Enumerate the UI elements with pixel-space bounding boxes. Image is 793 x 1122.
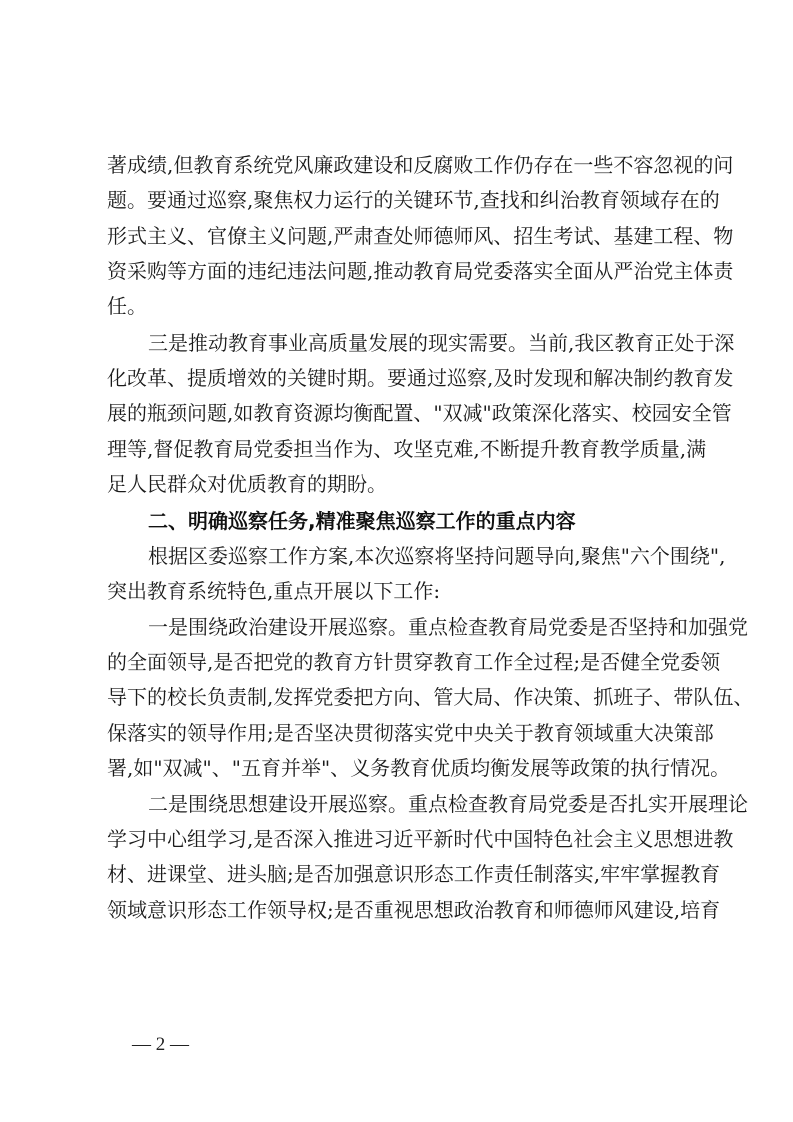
- text-line: 三是推动教育事业高质量发展的现实需要。当前,我区教育正处于深: [148, 331, 735, 355]
- text-line: 化改革、提质增效的关键时期。要通过巡察,及时发现和解决制约教育发: [107, 366, 734, 390]
- section-heading: 二、明确巡察任务,精准聚焦巡察工作的重点内容: [148, 509, 576, 533]
- text-line: 题。要通过巡察,聚焦权力运行的关键环节,查找和纠治教育领域存在的: [107, 188, 720, 212]
- text-line: 领域意识形态工作领导权;是否重视思想政治教育和师德师风建设,培育: [107, 898, 721, 922]
- text-line: 导下的校长负责制,发挥党委把方向、管大局、作决策、抓班子、带队伍、: [107, 685, 754, 709]
- text-line: 著成绩,但教育系统党风廉政建设和反腐败工作仍存在一些不容忽视的问: [107, 153, 734, 177]
- text-line: 根据区委巡察工作方案,本次巡察将坚持问题导向,聚焦"六个围绕",: [148, 544, 726, 568]
- text-line: 展的瓶颈问题,如教育资源均衡配置、"双减"政策深化落实、校园安全管: [107, 401, 732, 425]
- text-line: 材、进课堂、进头脑;是否加强意识形态工作责任制落实,牢牢掌握教育: [107, 862, 721, 886]
- text-line: 资采购等方面的违纪违法问题,推动教育局党委落实全面从严治党主体责: [107, 259, 734, 283]
- text-line: 突出教育系统特色,重点开展以下工作:: [107, 579, 441, 603]
- text-line: 足人民群众对优质教育的期盼。: [107, 472, 387, 496]
- text-line: 任。: [107, 294, 147, 318]
- text-line: 二是围绕思想建设开展巡察。重点检查教育局党委是否扎实开展理论: [148, 792, 748, 816]
- text-line: 的全面领导,是否把党的教育方针贯穿教育工作全过程;是否健全党委领: [107, 650, 721, 674]
- page-number: — 2 —: [132, 1034, 189, 1055]
- text-line: 署,如"双减"、"五育并举"、义务教育优质均衡发展等政策的执行情况。: [107, 756, 731, 780]
- text-line: 理等,督促教育局党委担当作为、攻坚克难,不断提升教育教学质量,满: [107, 437, 707, 461]
- text-line: 一是围绕政治建设开展巡察。重点检查教育局党委是否坚持和加强党: [148, 615, 748, 639]
- text-line: 保落实的领导作用;是否坚决贯彻落实党中央关于教育领域重大决策部: [107, 721, 714, 745]
- text-line: 学习中心组学习,是否深入推进习近平新时代中国特色社会主义思想进教: [107, 827, 734, 851]
- text-line: 形式主义、官僚主义问题,严肃查处师德师风、招生考试、基建工程、物: [107, 224, 734, 248]
